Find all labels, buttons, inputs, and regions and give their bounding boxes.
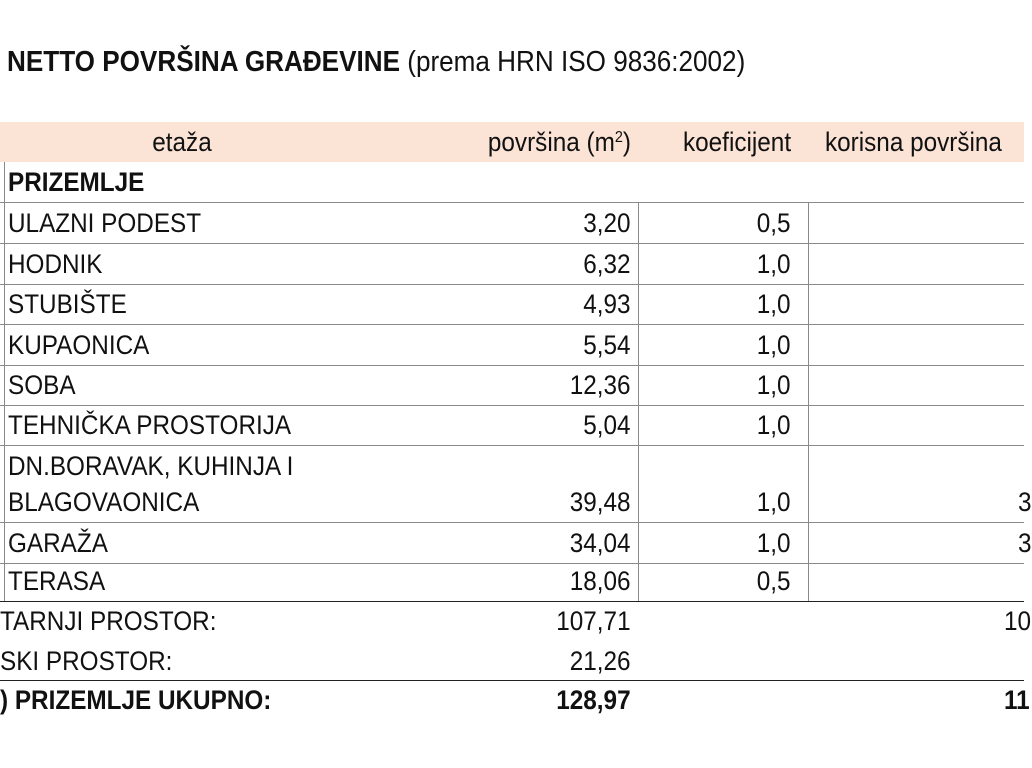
row-coef: 1,0	[757, 487, 791, 517]
row-divider	[0, 202, 1024, 203]
row-useful-partial: 3	[1018, 487, 1032, 517]
grand-total-useful: 11	[1004, 685, 1030, 715]
row-area: 34,04	[570, 528, 631, 558]
header-povrsina: površina $(m^2)$	[487, 127, 631, 157]
total-area: 107,71	[556, 606, 631, 636]
header-korisna: korisna površina	[825, 127, 1002, 157]
row-coef: 0,5	[757, 566, 791, 596]
title-subtitle: (prema HRN ISO 9836:2002)	[407, 46, 746, 78]
row-coef: 0,5	[757, 208, 791, 238]
row-name: GARAŽA	[8, 528, 108, 558]
row-coef: 1,0	[757, 410, 791, 440]
row-name-line2: BLAGOVAONICA	[8, 487, 200, 517]
row-area: 3,20	[583, 208, 631, 238]
page-title	[7, 46, 745, 79]
row-divider	[0, 563, 1024, 564]
row-coef: 1,0	[757, 370, 791, 400]
row-area: 18,06	[570, 566, 631, 596]
row-coef: 1,0	[757, 330, 791, 360]
grid-line	[4, 162, 5, 602]
section-prizemlje: PRIZEMLJE	[8, 167, 145, 197]
row-coef: 1,0	[757, 528, 791, 558]
row-name: ULAZNI PODEST	[8, 208, 202, 238]
grid-line	[638, 202, 639, 602]
row-area: 39,48	[570, 487, 631, 517]
row-divider	[0, 522, 1024, 523]
row-divider	[0, 365, 1024, 366]
row-coef: 1,0	[757, 289, 791, 319]
row-name: SOBA	[8, 370, 76, 400]
row-area: 12,36	[570, 370, 631, 400]
row-divider	[0, 243, 1024, 244]
row-area: 5,04	[583, 410, 631, 440]
grand-total-label: ) PRIZEMLJE UKUPNO:	[0, 685, 272, 715]
row-area: 4,93	[583, 289, 631, 319]
row-divider	[0, 284, 1024, 285]
total-label: SKI PROSTOR:	[0, 646, 173, 676]
header-etaza: etaža	[152, 127, 212, 157]
row-area: 6,32	[583, 249, 631, 279]
row-divider	[0, 445, 1024, 446]
header-koeficijent: koeficijent	[682, 127, 791, 157]
grid-line	[808, 202, 809, 602]
grand-total-area: 128,97	[556, 685, 631, 715]
totals-divider	[0, 601, 1024, 602]
grand-total-divider	[0, 680, 1024, 681]
row-name: HODNIK	[8, 249, 103, 279]
row-name: KUPAONICA	[8, 330, 150, 360]
row-name: TERASA	[8, 566, 106, 596]
row-area: 5,54	[583, 330, 631, 360]
title-main: NETTO POVRŠINA GRAĐEVINE	[7, 46, 401, 78]
total-label: TARNJI PROSTOR:	[0, 606, 217, 636]
total-useful: 10	[1004, 606, 1032, 636]
total-area: 21,26	[570, 646, 631, 676]
row-name: TEHNIČKA PROSTORIJA	[8, 410, 292, 440]
row-divider	[0, 324, 1024, 325]
row-divider	[0, 405, 1024, 406]
row-coef: 1,0	[757, 249, 791, 279]
row-name: STUBIŠTE	[8, 289, 127, 319]
row-useful-partial: 3	[1018, 528, 1032, 558]
row-name-line1: DN.BORAVAK, KUHINJA I	[8, 451, 294, 481]
